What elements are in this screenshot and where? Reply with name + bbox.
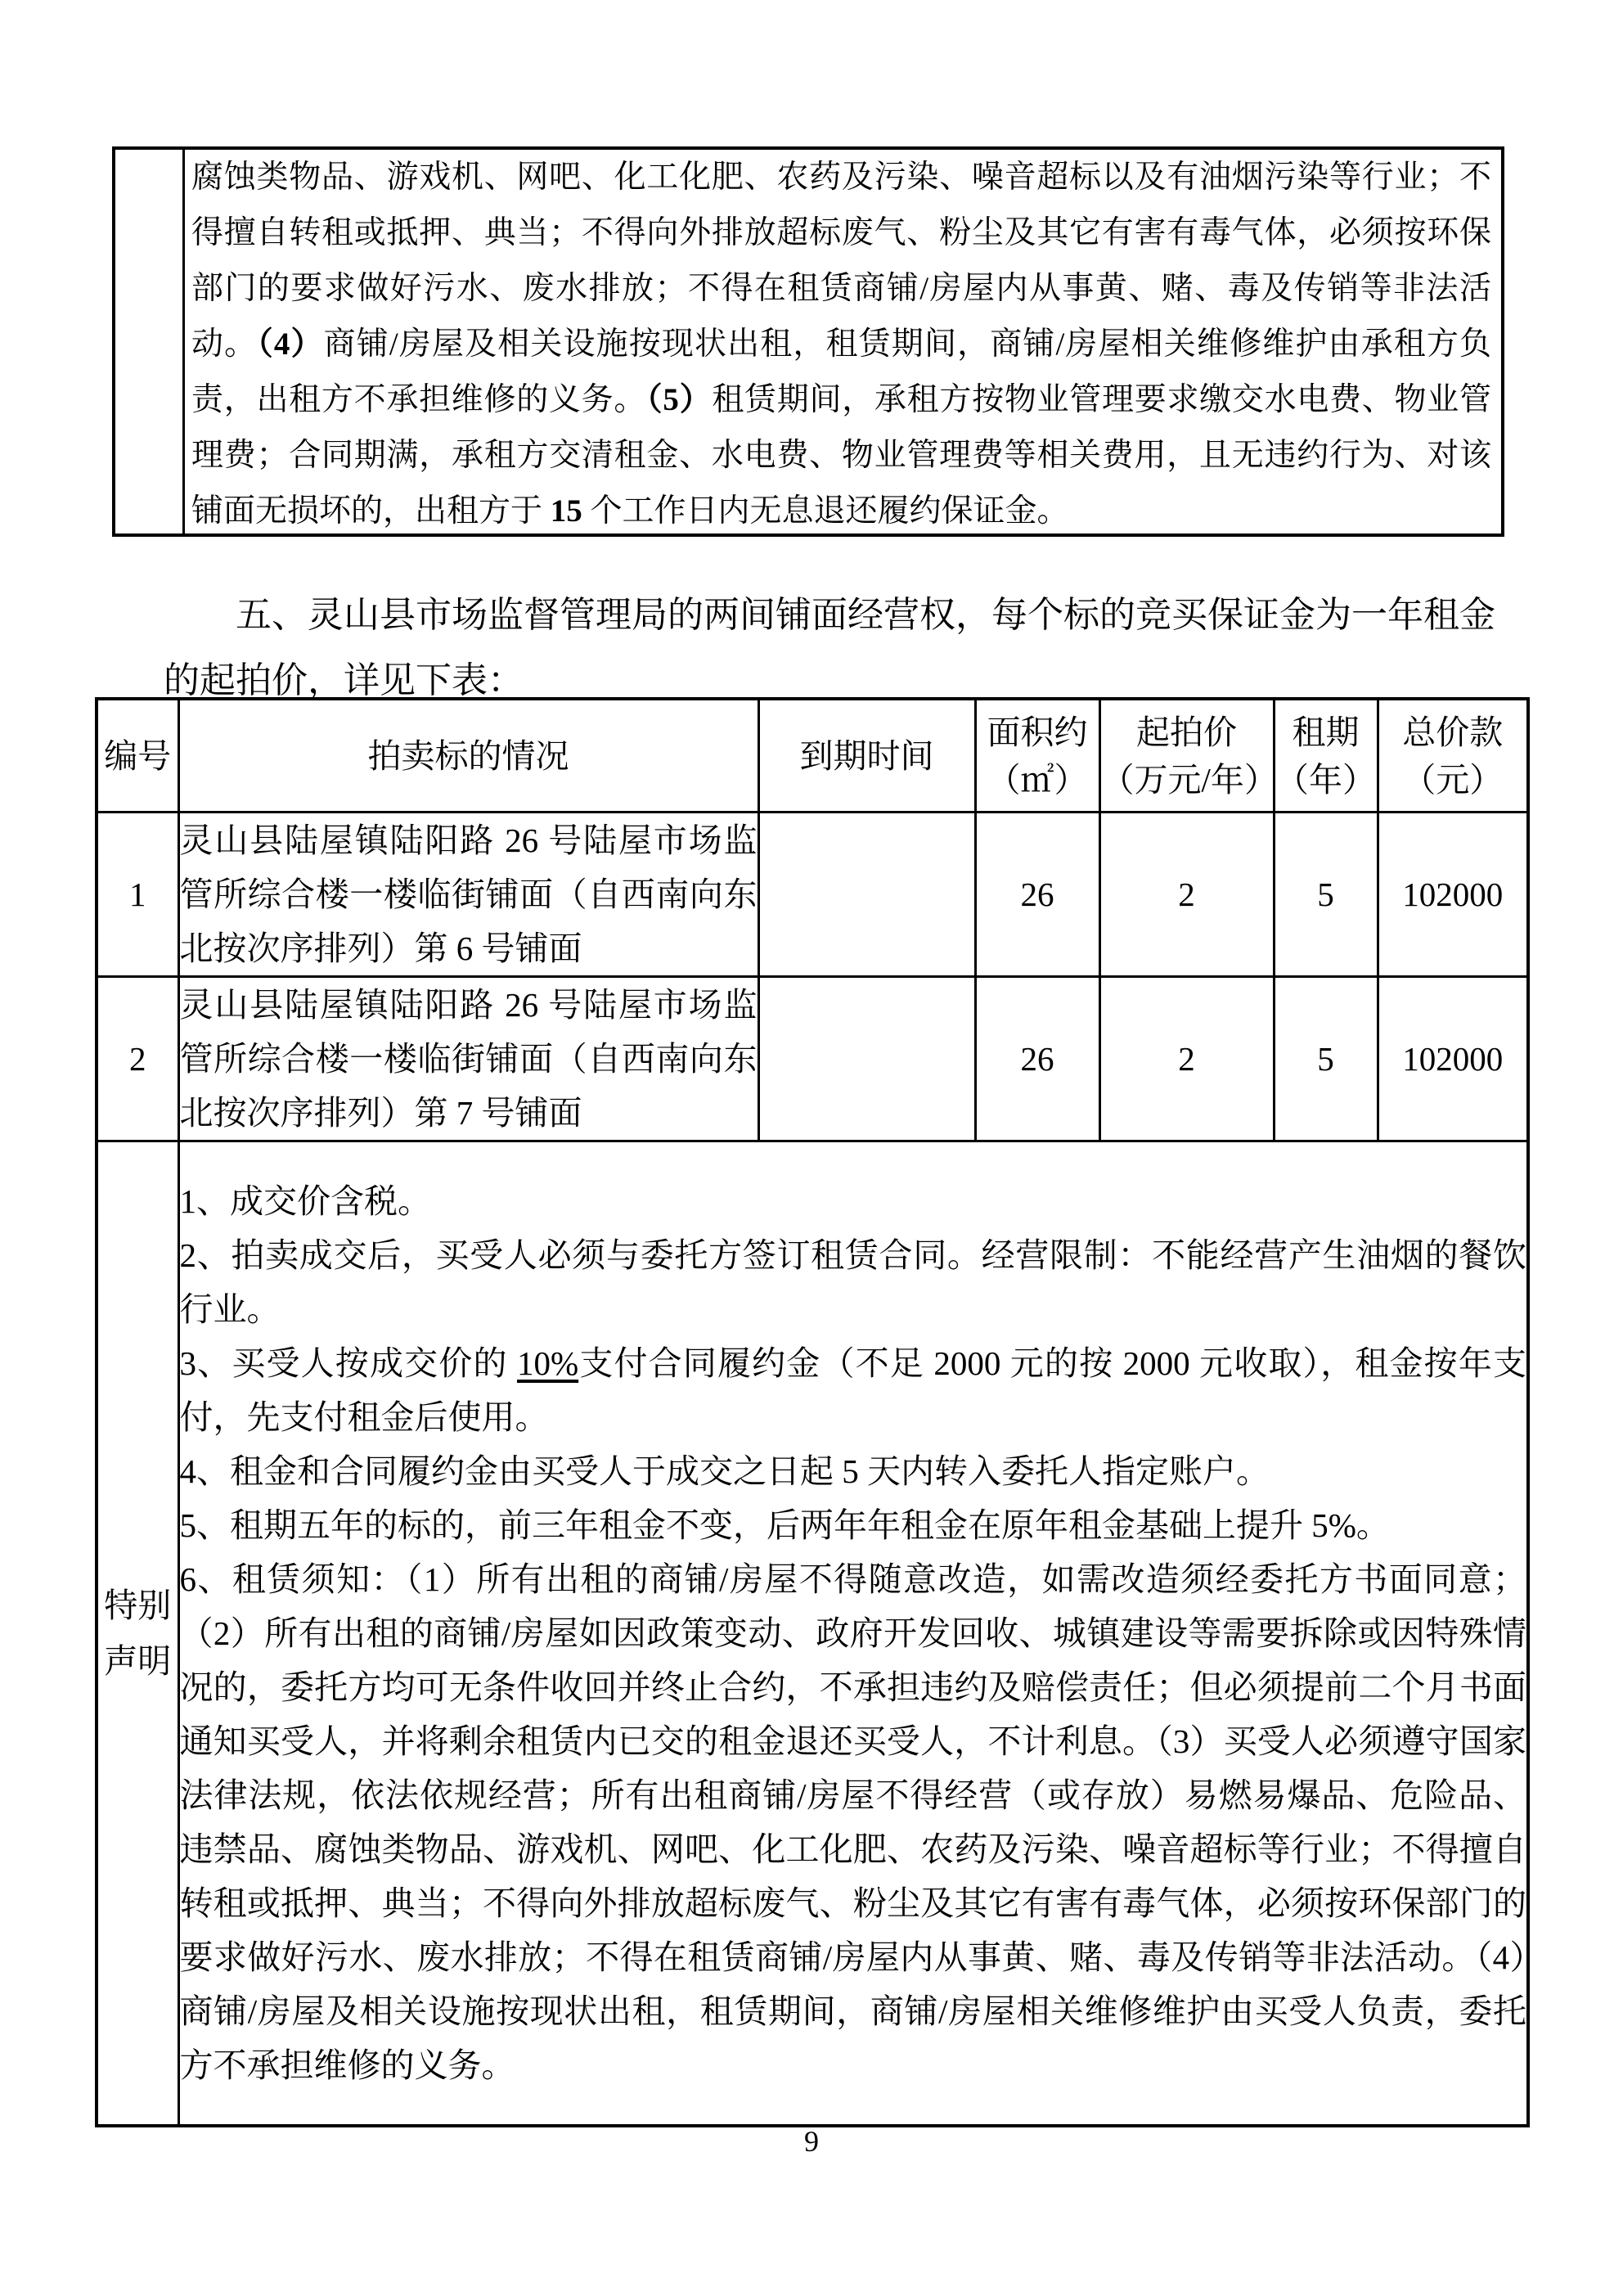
note-item-1: 1、成交价含税。 [179, 1182, 431, 1220]
header-price-unit: （万元/年） [1100, 760, 1278, 799]
header-area-title: 面积约 [987, 713, 1088, 751]
note-item-4: 4、租金和合同履约金由买受人于成交之日起 5 天内转入委托人指定账户。 [179, 1452, 1270, 1490]
note-item-3 [180, 1336, 1527, 1444]
cell-desc-2: 灵山县陆屋镇陆阳路 26 号陆屋市场监管所综合楼一楼临街铺面（自西南向东北按次序排列）第 7 号铺面 [178, 977, 758, 1141]
cell-no-2: 2 [97, 977, 178, 1141]
continuation-text-part4: 个工作日内无息退还履约保证金。 [582, 493, 1069, 529]
table-row-lot-2 [97, 977, 1528, 1141]
cell-area-1: 26 [975, 813, 1099, 977]
continuation-text-part2: 商铺/房屋及相关设施按现状出租，租赁期间，商铺/房屋相关维修维护由承租方负责，出租方不承担维修的义务。 [191, 326, 1491, 417]
note-item-2: 2、拍卖成交后，买受人必须与委托方签订租赁合同。经营限制：不能经营产生油烟的餐饮行业。 [179, 1236, 1526, 1328]
cell-no-1: 1 [97, 813, 178, 977]
table-row-lot-1 [97, 813, 1528, 977]
cell-due-1 [758, 813, 975, 977]
page-number: 9 [804, 2125, 819, 2158]
note-item-3-underlined: 10% [517, 1344, 579, 1382]
continuation-text-part1: 腐蚀类物品、游戏机、网吧、化工化肥、农药及污染、噪音超标以及有油烟污染等行业；不得擅自转租或抵押、典当；不得向外排放超标废气、粉尘及其它有害有毒气体，必须按环保部门的要求做好污水、废水排放；不得在租赁商铺/房屋内从事黄、赌、毒及传销等非法活动。 [191, 160, 1491, 362]
note-item-3-post: 支付合同履约金（不足 2000 元的按 2000 元收取），租金按年支付，先支付租金后使用。 [179, 1344, 1526, 1436]
continuation-label-cell [115, 150, 185, 533]
continuation-table [112, 146, 1504, 537]
bold-number-15: 15 [550, 493, 582, 529]
header-total-title: 总价款 [1402, 713, 1504, 751]
special-notes-row [97, 1141, 1528, 2126]
header-cell-total [1378, 699, 1528, 813]
note-item-6: 6、租赁须知：（1）所有出租的商铺/房屋不得随意改造，如需改造须经委托方书面同意；（2）所有出租的商铺/房屋如因政策变动、政府开发回收、城镇建设等需要拆除或因特殊情况的，委托方均可无条件收回并终止合约，不承担违约及赔偿责任；但必须提前二个月书面通知买受人，并将剩余租赁内已交的租金退还买受人，不计利息。（3）买受人必须遵守国家法律法规，依法依规经营；所有出租商铺/房屋不得经营（或存放）易燃易爆品、危险品、违禁品、腐蚀类物品、游戏机、网吧、化工化肥、农药及污染、噪音超标等行业；不得擅自转租或抵押、典当；不得向外排放超标废气、粉尘及其它有害有毒气体，必须按环保部门的要求做好污水、废水排放；不得在租赁商铺/房屋内从事黄、赌、毒及传销等非法活动。（4）商铺/房屋及相关设施按现状出租，租赁期间，商铺/房屋相关维修维护由买受人负责，委托方不承担维修的义务。 [179, 1560, 1526, 2084]
header-cell-price [1099, 699, 1278, 813]
special-notes-label [97, 1141, 178, 2126]
header-term-unit: （年） [1275, 760, 1376, 799]
header-cell-term [1274, 699, 1378, 813]
cell-price-2: 2 [1099, 977, 1274, 1141]
header-cell-area [975, 699, 1099, 813]
cell-price-1: 2 [1099, 813, 1274, 977]
header-total-unit: （元） [1402, 760, 1504, 799]
bold-item-number-4: （4） [257, 326, 324, 362]
continuation-text-part3: 租赁期间，承租方按物业管理要求缴交水电费、物业管理费；合同期满，承租方交清租金、水电费、物业管理费等相关费用，且无违约行为、对该铺面无损坏的，出租方于 [191, 382, 1491, 529]
auction-table [95, 697, 1530, 2127]
note-item-3-pre: 3、买受人按成交价的 [179, 1344, 518, 1382]
cell-term-1: 5 [1274, 813, 1378, 977]
header-term-title: 租期 [1292, 713, 1360, 751]
special-label-line2: 声明 [104, 1641, 172, 1680]
header-price-title: 起拍价 [1136, 713, 1237, 751]
bold-item-number-5: （5） [646, 382, 713, 417]
cell-area-2: 26 [975, 977, 1099, 1141]
cell-term-2: 5 [1274, 977, 1378, 1141]
table-header-row [97, 699, 1528, 813]
cell-desc-1: 灵山县陆屋镇陆阳路 26 号陆屋市场监管所综合楼一楼临街铺面（自西南向东北按次序排列）第 6 号铺面 [178, 813, 758, 977]
header-cell-item: 拍卖标的情况 [178, 699, 758, 813]
special-notes-cell [178, 1141, 1528, 2126]
header-cell-due: 到期时间 [758, 699, 975, 813]
special-label-line1: 特别 [104, 1586, 172, 1624]
header-area-unit: （㎡） [987, 760, 1088, 799]
continuation-text-cell [185, 150, 1501, 533]
note-item-5: 5、租期五年的标的，前三年租金不变，后两年年租金在原年租金基础上提升 5%。 [179, 1506, 1390, 1544]
section-heading: 五、灵山县市场监督管理局的两间铺面经营权，每个标的竞买保证金为一年租金的起拍价，详见下表： [164, 595, 1495, 700]
header-cell-no: 编号 [97, 699, 178, 813]
cell-due-2 [758, 977, 975, 1141]
cell-total-2: 102000 [1378, 977, 1528, 1141]
cell-total-1: 102000 [1378, 813, 1528, 977]
